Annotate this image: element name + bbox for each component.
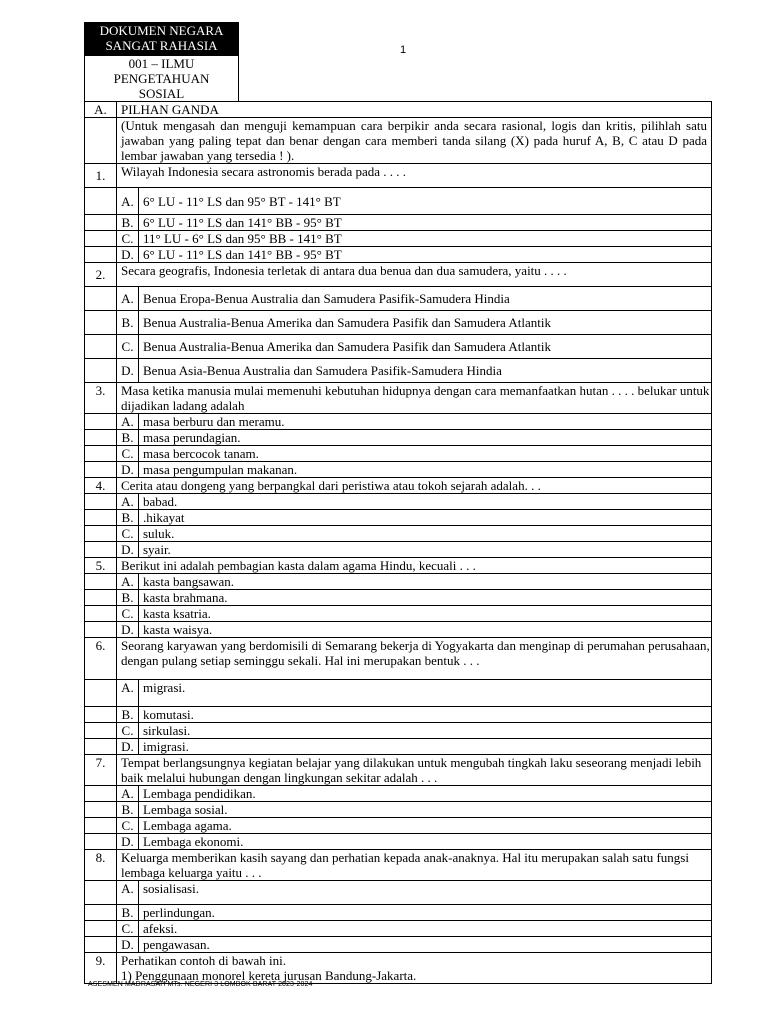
option-text: masa berburu dan meramu. (139, 414, 712, 430)
option-letter: A. (117, 574, 139, 590)
question-text: Masa ketika manusia mulai memenuhi kebutuhan hidupnya dengan cara memanfaatkan hutan . . . . belukar untuk dijadikan ladang adalah (117, 383, 712, 414)
option-letter: B. (117, 215, 139, 231)
section-letter: A. (85, 102, 117, 118)
option-text: syair. (139, 542, 712, 558)
option-text: .hikayat (139, 510, 712, 526)
option-row[interactable] (85, 287, 712, 311)
option-row[interactable] (85, 905, 712, 921)
option-letter: A. (117, 881, 139, 905)
option-row[interactable] (85, 723, 712, 739)
question-number: 8. (85, 850, 117, 881)
option-text: suluk. (139, 526, 712, 542)
option-letter: C. (117, 818, 139, 834)
option-text: kasta bangsawan. (139, 574, 712, 590)
option-letter: D. (117, 542, 139, 558)
option-text: sosialisasi. (139, 881, 712, 905)
option-letter: B. (117, 311, 139, 335)
option-letter: B. (117, 707, 139, 723)
option-row[interactable] (85, 881, 712, 905)
option-text: afeksi. (139, 921, 712, 937)
option-text: imigrasi. (139, 739, 712, 755)
question-row (85, 164, 712, 188)
question-row (85, 638, 712, 680)
option-row[interactable] (85, 590, 712, 606)
question-row (85, 263, 712, 287)
instructions-text: (Untuk mengasah dan menguji kemampuan cara berpikir anda secara rasional, logis dan kritis, pilihlah satu jawaban yang paling tepat dan benar dengan cara memberi tanda silang (X) pada huruf A, B, C atau D pada lembar jawaban yang tersedia ! ). (117, 118, 712, 164)
option-text: kasta ksatria. (139, 606, 712, 622)
question-row (85, 558, 712, 574)
subject-label (84, 55, 239, 101)
option-letter: D. (117, 247, 139, 263)
option-text: perlindungan. (139, 905, 712, 921)
classification-line-2: SANGAT RAHASIA (105, 38, 218, 53)
question-number: 4. (85, 478, 117, 494)
option-row[interactable] (85, 937, 712, 953)
option-text: kasta brahmana. (139, 590, 712, 606)
option-letter: D. (117, 462, 139, 478)
question-row (85, 850, 712, 881)
option-letter: D. (117, 937, 139, 953)
option-text: Lembaga pendidikan. (139, 786, 712, 802)
option-text: masa pengumpulan makanan. (139, 462, 712, 478)
option-row[interactable] (85, 921, 712, 937)
question-text: Keluarga memberikan kasih sayang dan perhatian kepada anak-anaknya. Hal itu merupakan salah satu fungsi lembaga keluarga yaitu . . . (117, 850, 712, 881)
option-row[interactable] (85, 818, 712, 834)
option-row[interactable] (85, 802, 712, 818)
option-text: Lembaga sosial. (139, 802, 712, 818)
question-number: 9. (85, 953, 117, 984)
option-row[interactable] (85, 446, 712, 462)
option-letter: D. (117, 834, 139, 850)
option-row[interactable] (85, 606, 712, 622)
option-row[interactable] (85, 188, 712, 215)
option-text: masa perundagian. (139, 430, 712, 446)
option-row[interactable] (85, 311, 712, 335)
option-letter: A. (117, 287, 139, 311)
subject-line-2: PENGETAHUAN (113, 71, 210, 86)
option-text: migrasi. (139, 680, 712, 707)
subject-line-3: SOSIAL (138, 86, 185, 101)
section-header-row (85, 102, 712, 118)
option-letter: D. (117, 622, 139, 638)
question-number: 6. (85, 638, 117, 680)
option-text: Lembaga ekonomi. (139, 834, 712, 850)
option-text: Benua Australia-Benua Amerika dan Samudera Pasifik dan Samudera Atlantik (139, 335, 712, 359)
option-row[interactable] (85, 834, 712, 850)
question-text: Wilayah Indonesia secara astronomis berada pada . . . . (117, 164, 712, 188)
option-letter: B. (117, 802, 139, 818)
option-text: pengawasan. (139, 937, 712, 953)
option-letter: A. (117, 188, 139, 215)
question-number: 1. (85, 164, 117, 188)
option-row[interactable] (85, 247, 712, 263)
option-letter: B. (117, 905, 139, 921)
classification-line-1: DOKUMEN NEGARA (99, 23, 224, 38)
question-number: 5. (85, 558, 117, 574)
option-letter: A. (117, 494, 139, 510)
option-row[interactable] (85, 359, 712, 383)
question-table (84, 101, 712, 984)
page-number: 1 (400, 44, 407, 56)
option-letter: D. (117, 739, 139, 755)
question-row (85, 953, 712, 984)
classification-label (84, 22, 239, 55)
question-text: Berikut ini adalah pembagian kasta dalam agama Hindu, kecuali . . . (117, 558, 712, 574)
option-text: Benua Asia-Benua Australia dan Samudera Pasifik-Samudera Hindia (139, 359, 712, 383)
option-letter: C. (117, 526, 139, 542)
instructions-row (85, 118, 712, 164)
option-text: 6° LU - 11° LS dan 141° BB - 95° BT (139, 247, 712, 263)
option-text: 11° LU - 6° LS dan 95° BB - 141° BT (139, 231, 712, 247)
option-row[interactable] (85, 542, 712, 558)
section-title: PILHAN GANDA (117, 102, 712, 118)
option-letter: D. (117, 359, 139, 383)
option-text: 6° LU - 11° LS dan 141° BB - 95° BT (139, 215, 712, 231)
option-letter: B. (117, 430, 139, 446)
question-number: 3. (85, 383, 117, 414)
option-text: sirkulasi. (139, 723, 712, 739)
option-row[interactable] (85, 786, 712, 802)
option-letter: C. (117, 606, 139, 622)
option-text: masa bercocok tanam. (139, 446, 712, 462)
option-row[interactable] (85, 414, 712, 430)
option-letter: C. (117, 723, 139, 739)
option-letter: C. (117, 335, 139, 359)
option-row[interactable] (85, 462, 712, 478)
question-subline: 1) Penggunaan monorel kereta jurusan Bandung-Jakarta. (121, 968, 417, 983)
option-letter: B. (117, 510, 139, 526)
option-letter: B. (117, 590, 139, 606)
question-text: Secara geografis, Indonesia terletak di antara dua benua dan dua samudera, yaitu . . . . (117, 263, 712, 287)
question-number: 2. (85, 263, 117, 287)
question-text: Tempat berlangsungnya kegiatan belajar yang dilakukan untuk mengubah tingkah laku seseorang menjadi lebih baik melalui hubungan dengan lingkungan sekitar adalah . . . (117, 755, 712, 786)
option-row[interactable] (85, 680, 712, 707)
question-text: Seorang karyawan yang berdomisili di Semarang bekerja di Yogyakarta dan menginap di perumahan perusahaan, dengan pulang setiap seminggu sekali. Hal ini merupakan bentuk . . . (117, 638, 712, 680)
option-row[interactable] (85, 335, 712, 359)
option-text: Lembaga agama. (139, 818, 712, 834)
option-row[interactable] (85, 526, 712, 542)
footer-text: ASESMEN MADRASAH MTs. NEGERI 3 LOMBOK BARAT 2023-2024 (88, 981, 313, 988)
option-row[interactable] (85, 231, 712, 247)
option-letter: C. (117, 446, 139, 462)
option-row[interactable] (85, 215, 712, 231)
option-text: kasta waisya. (139, 622, 712, 638)
option-letter: C. (117, 231, 139, 247)
option-text: komutasi. (139, 707, 712, 723)
option-row[interactable] (85, 574, 712, 590)
subject-line-1: 001 – ILMU (128, 56, 195, 71)
option-text: 6° LU - 11° LS dan 95° BT - 141° BT (139, 188, 712, 215)
question-number: 7. (85, 755, 117, 786)
option-row[interactable] (85, 739, 712, 755)
option-text: Benua Eropa-Benua Australia dan Samudera Pasifik-Samudera Hindia (139, 287, 712, 311)
option-letter: A. (117, 414, 139, 430)
question-row (85, 755, 712, 786)
option-letter: A. (117, 680, 139, 707)
question-row (85, 478, 712, 494)
option-letter: C. (117, 921, 139, 937)
option-text: babad. (139, 494, 712, 510)
option-row[interactable] (85, 430, 712, 446)
option-text: Benua Australia-Benua Amerika dan Samudera Pasifik dan Samudera Atlantik (139, 311, 712, 335)
option-row[interactable] (85, 510, 712, 526)
question-text: Cerita atau dongeng yang berpangkal dari peristiwa atau tokoh sejarah adalah. . . (117, 478, 712, 494)
question-row (85, 383, 712, 414)
option-letter: A. (117, 786, 139, 802)
question-text: Perhatikan contoh di bawah ini. (121, 953, 286, 968)
option-row[interactable] (85, 494, 712, 510)
option-row[interactable] (85, 622, 712, 638)
option-row[interactable] (85, 707, 712, 723)
